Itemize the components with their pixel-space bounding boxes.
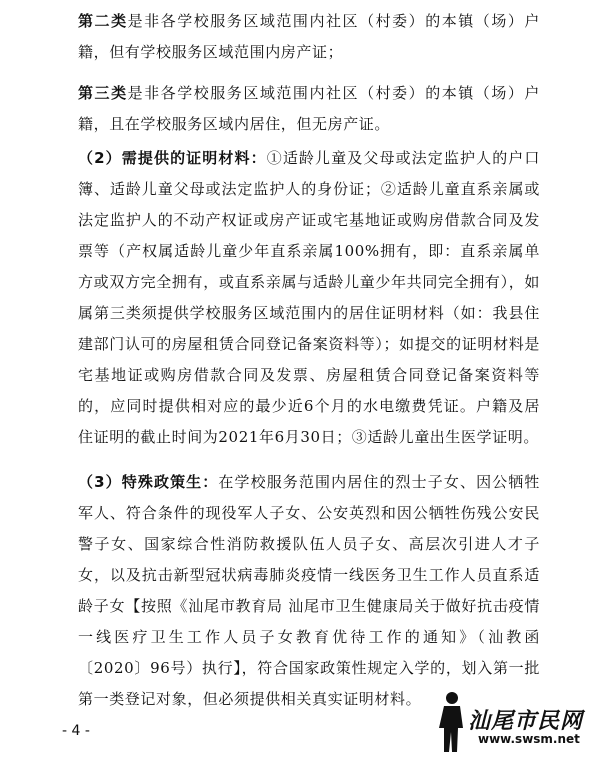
paragraph-category-3 [78, 78, 540, 140]
paragraph-lead: （2）需提供的证明材料： [78, 149, 267, 167]
paragraph-text: 是非各学校服务区域范围内社区（村委）的本镇（场）户籍，但有学校服务区域范围内房产证； [78, 12, 540, 61]
paragraph-category-2 [78, 6, 540, 68]
paragraph-lead: 第三类 [78, 84, 128, 102]
watermark-logo-text: 汕尾市民网 [468, 708, 584, 734]
page-number: - 4 - [62, 723, 90, 739]
watermark-url: www.swsm.net [478, 732, 580, 746]
paragraph-required-documents [78, 143, 540, 453]
paragraph-text: ①适龄儿童及父母或法定监护人的户口簿、适龄儿童父母或法定监护人的身份证；②适龄儿童直系亲属或法定监护人的不动产权证或房产证或宅基地证或购房借款合同及发票等（产权属适龄儿童少年直系亲属100%拥有，即：直系亲属单方或双方完全拥有，或直系亲属与适龄儿童少年共同完全拥有），如属第三类须提供学校服务区域范围内的居住证明材料（如：我县住建部门认可的房屋租赁合同登记备案资料等）；如提交的证明材料是宅基地证或购房借款合同及发票、房屋租赁合同登记备案资料等的，应同时提供相对应的最少近6个月的水电缴费凭证。户籍及居住证明的截止时间为2021年6月30日；③适龄儿童出生医学证明。 [78, 149, 541, 446]
paragraph-lead: （3）特殊政策生： [78, 473, 219, 491]
paragraph-lead: 第二类 [78, 12, 128, 30]
paragraph-text: 是非各学校服务区域范围内社区（村委）的本镇（场）户籍，且在学校服务区域内居住，但无房产证。 [78, 84, 540, 133]
paragraph-special-policy [78, 467, 540, 715]
person-silhouette-icon [430, 690, 470, 756]
paragraph-text: 在学校服务范围内居住的烈士子女、因公牺牲军人、符合条件的现役军人子女、公安英烈和因公牺牲伤残公安民警子女、国家综合性消防救援队伍人员子女、高层次引进人才子女，以及抗击新型冠状病毒肺炎疫情一线医务卫生工作人员直系适龄子女【按照《汕尾市教育局 汕尾市卫生健康局关于做好抗击疫情一线医疗卫生工作人员子女教育优待工作的通知》（汕教函〔2020〕96号）执行】，符合国家政策性规定入学的，划入第一批第一类登记对象，但必须提供相关真实证明材料。 [78, 473, 540, 708]
